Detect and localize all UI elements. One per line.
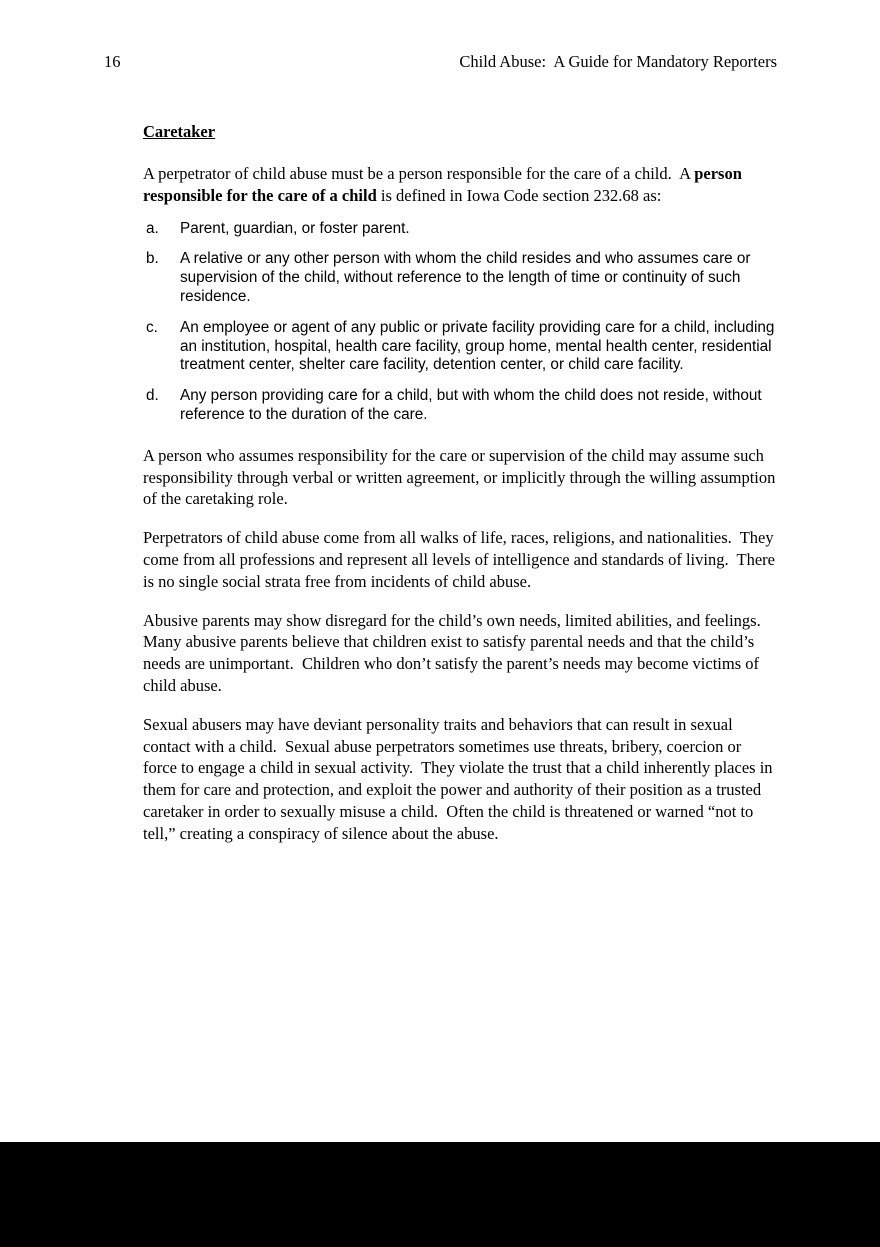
intro-segment: A perpetrator of child abuse must be a person responsible for the care of a child. A [143,164,695,183]
list-item-text: Parent, guardian, or foster parent. [180,219,410,237]
intro-paragraph [143,163,779,207]
list-item [143,387,779,425]
viewer-background [0,1142,880,1247]
list-item [143,220,779,239]
list-item-text: An employee or agent of any public or private facility providing care for a child, including an institution, hospital, health care facility, group home, mental health center, residential treatment center, shelter care facility, detention center, or child care facility. [180,318,779,374]
body-paragraph: Sexual abusers may have deviant personality traits and behaviors that can result in sexual contact with a child. Sexual abuse perpetrators sometimes use threats, bribery, coercion or force to engage a child in sexual activity. They violate the trust that a child inherently places in them for care and protection, and exploit the power and authority of their position as a trusted caretaker in order to sexually misuse a child. Often the child is threatened or warned “not to tell,” creating a conspiracy of silence about the abuse. [143,714,777,843]
page-content [143,122,779,845]
page-header [104,52,777,72]
list-item-label: c. [146,318,158,336]
body-paragraph: A person who assumes responsibility for the care or supervision of the child may assume such responsibility through verbal or written agreement, or implicitly through the willing assumption of the caretaking role. [143,445,780,509]
body-paragraph: Perpetrators of child abuse come from all walks of life, races, religions, and nationalities. They come from all professions and represent all levels of intelligence and standards of living. There is no single social strata free from incidents of child abuse. [143,528,780,591]
list-item-label: b. [146,250,159,268]
list-item-text: A relative or any other person with whom the child resides and who assumes care or supervision of the child, without reference to the length of time or continuity of such residence. [180,250,755,305]
intro-segment: is defined in Iowa Code section 232.68 as: [376,185,662,205]
page-number: 16 [104,52,121,71]
body-paragraph: Abusive parents may show disregard for the child’s own needs, limited abilities, and feelings. Many abusive parents believe that children exist to satisfy parental needs and that the child’s needs are unimportant. Children who don’t satisfy the parent’s needs may become victims of child abuse. [143,610,769,695]
list-item [143,250,779,306]
list-item-label: d. [146,387,159,405]
list-item-label: a. [146,219,159,237]
section-heading: Caretaker [143,122,216,141]
header-title: Child Abuse: A Guide for Mandatory Reporters [459,52,777,71]
body-paragraphs [143,445,779,845]
list-item-text: Any person providing care for a child, but with whom the child does not reside, without reference to the duration of the care. [180,387,766,423]
intro-segment-bold: person responsible for the care of a child [143,164,746,205]
definition-list [143,220,779,425]
list-item [143,319,779,375]
